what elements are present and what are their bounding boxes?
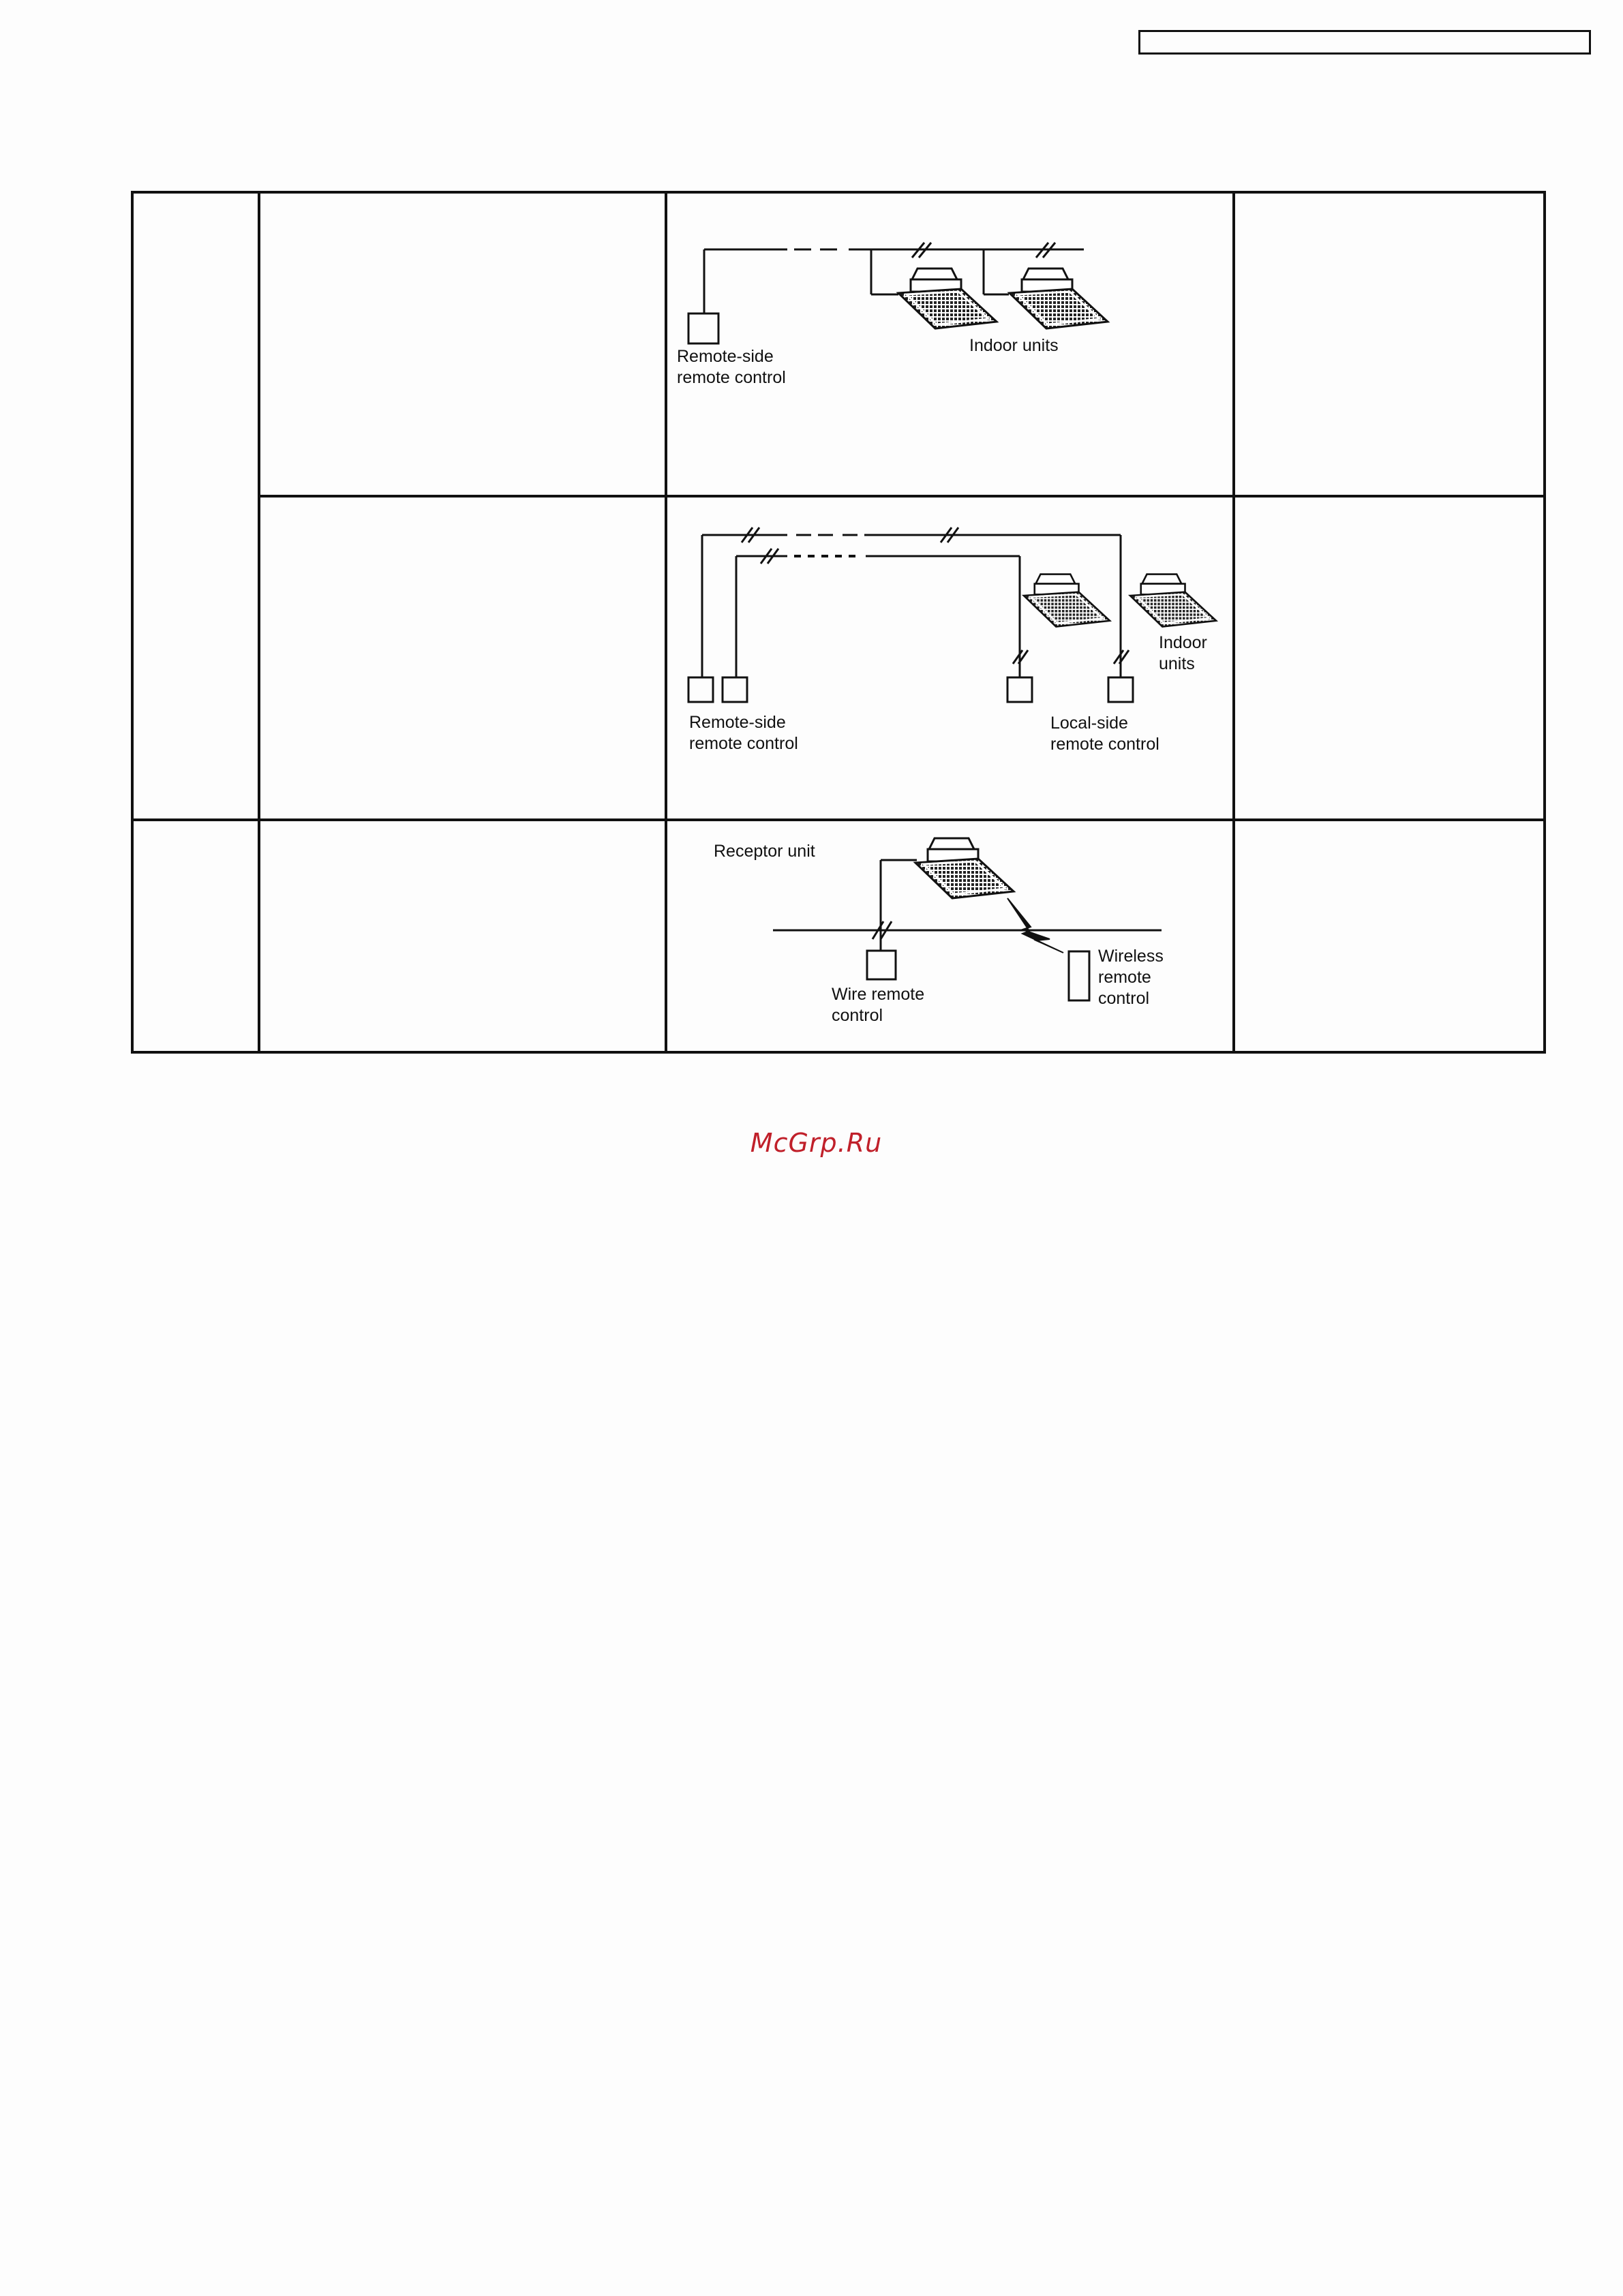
local-side-label: Local-side remote control xyxy=(1050,714,1159,754)
receptor-indoor-unit-icon xyxy=(910,834,1019,902)
wireless-remote-label: Wireless remote control xyxy=(1098,947,1164,1008)
indoor-units-label: Indoor units xyxy=(1159,633,1207,673)
header-box xyxy=(1138,30,1591,55)
wire-remote-label: Wire remote control xyxy=(832,985,925,1025)
remote-side-label: Remote-side remote control xyxy=(677,347,786,387)
indoor-unit-icon xyxy=(1019,570,1114,631)
remote-side-label: Remote-side remote control xyxy=(689,713,798,753)
indoor-unit-icon xyxy=(893,264,1002,333)
watermark-text: McGrp.Ru xyxy=(750,1128,883,1158)
indoor-unit-icon xyxy=(1004,264,1113,333)
receptor-unit-label: Receptor unit xyxy=(714,842,815,861)
layout-table xyxy=(131,191,1546,1054)
indoor-unit-icon xyxy=(1125,570,1221,631)
indoor-units-label: Indoor units xyxy=(969,336,1059,355)
